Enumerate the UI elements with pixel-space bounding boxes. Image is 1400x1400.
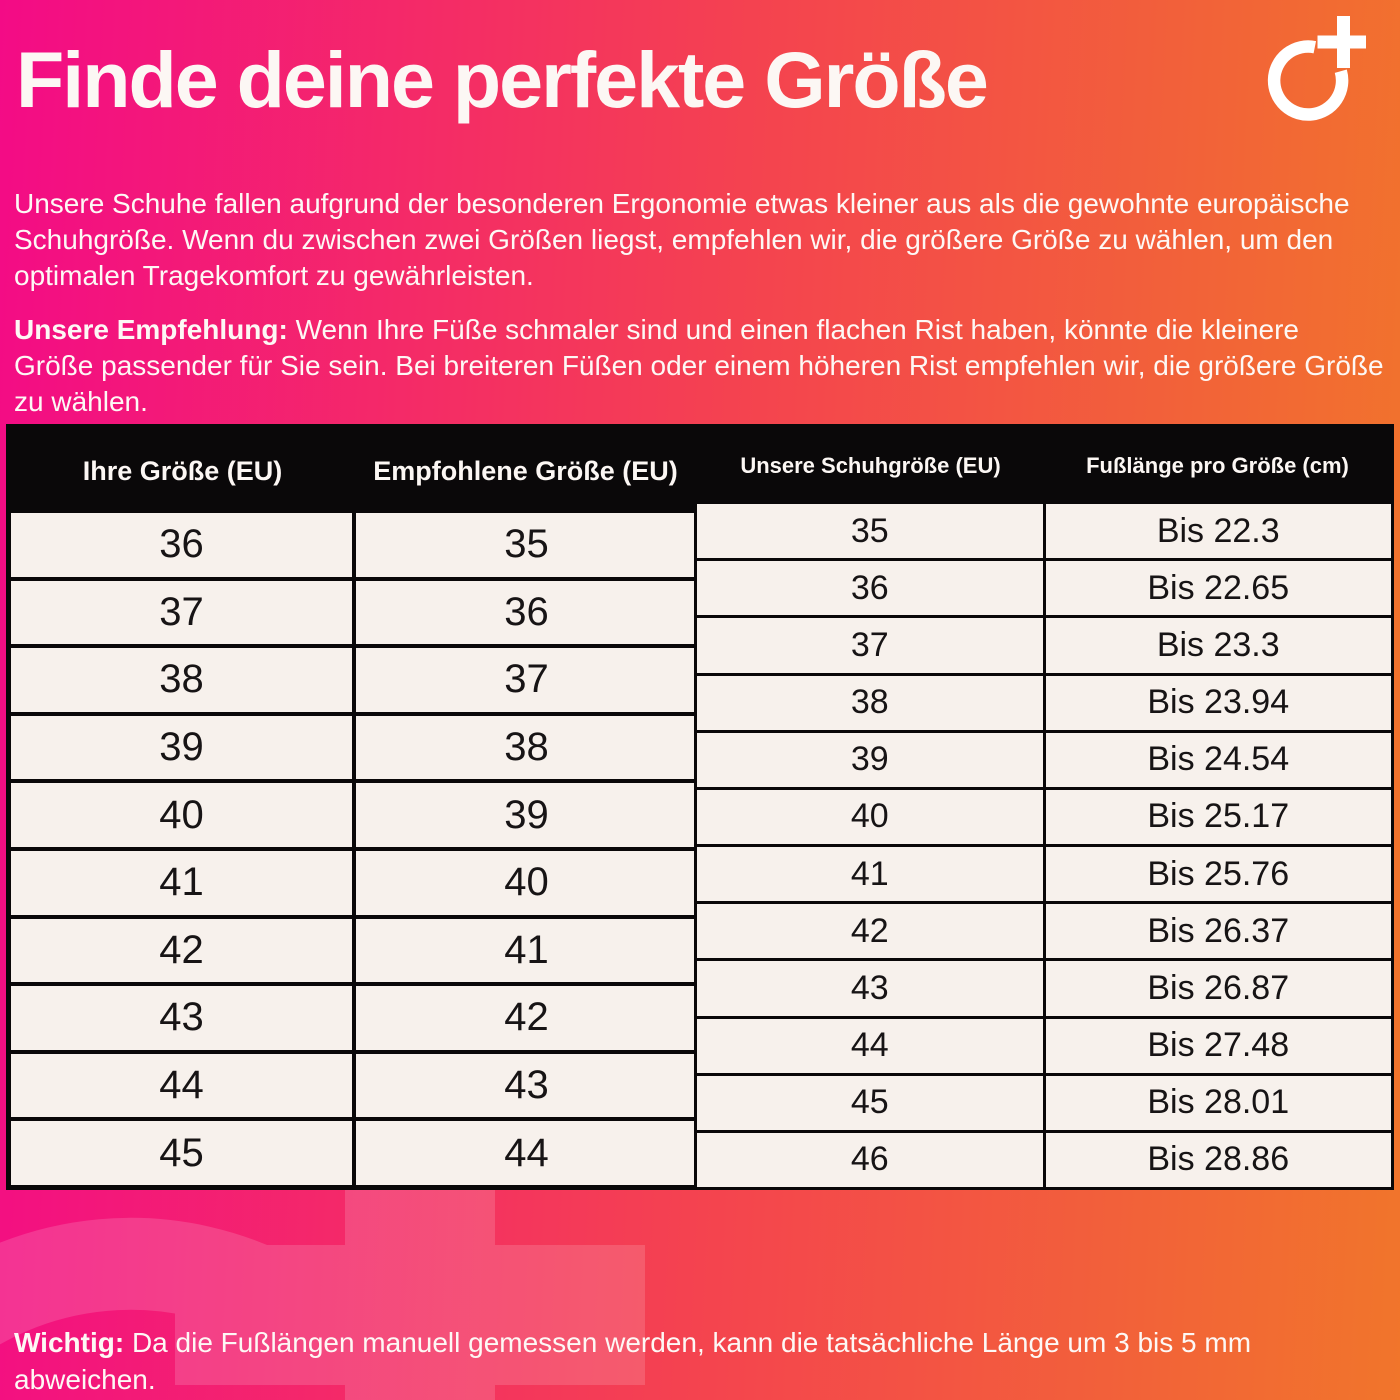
size-cell: 40 [850, 797, 889, 836]
value-cell: 41 [352, 919, 697, 983]
value-cell: 44 [352, 1121, 697, 1185]
table-row [11, 513, 697, 577]
size-cell: 43 [159, 995, 204, 1040]
value-cell: Bis 28.01 [1043, 1076, 1392, 1130]
table-row [697, 901, 1391, 958]
value-cell: Bis 22.3 [1043, 504, 1392, 558]
size-cell: 36 [159, 522, 204, 567]
value-cell: Bis 26.37 [1043, 904, 1392, 958]
size-cell: 41 [159, 860, 204, 905]
table-row [697, 1073, 1391, 1130]
value-cell: Bis 28.86 [1043, 1133, 1392, 1187]
table-row [11, 712, 697, 780]
size-cell: 45 [850, 1083, 889, 1122]
brand-logo-icon [1266, 12, 1366, 126]
size-cell: 37 [159, 589, 204, 634]
size-cell: 44 [850, 1026, 889, 1065]
footnote [14, 1324, 1359, 1398]
value-cell: 43 [352, 1054, 697, 1118]
value-cell: Bis 25.17 [1043, 790, 1392, 844]
size-cell: 38 [159, 657, 204, 702]
value-cell: 37 [352, 648, 697, 712]
value-cell: 35 [352, 513, 697, 577]
table-row [11, 1117, 697, 1185]
table-row [697, 958, 1391, 1015]
size-cell: 43 [850, 968, 889, 1007]
size-cell: 45 [159, 1130, 204, 1175]
column-header-shoe-size: Unsere Schuhgröße (EU) [740, 452, 1001, 478]
table-row [697, 558, 1391, 615]
size-cell: 44 [159, 1063, 204, 1108]
size-cell: 41 [850, 854, 889, 893]
value-cell: 36 [352, 581, 697, 645]
column-header-recommended-size: Empfohlene Größe (EU) [373, 455, 678, 486]
size-cell: 39 [159, 725, 204, 770]
value-cell: Bis 22.65 [1043, 561, 1392, 615]
footnote-text: Da die Fußlängen manuell gemessen werden, kann die tatsächliche Länge um 3 bis 5 mm abweichen. [14, 1327, 1252, 1395]
table-row [11, 1050, 697, 1118]
table-row [697, 673, 1391, 730]
footnote-label: Wichtig: [14, 1327, 125, 1358]
table-row [697, 730, 1391, 787]
value-cell: 40 [352, 851, 697, 915]
table-row [11, 982, 697, 1050]
value-cell: Bis 23.3 [1043, 618, 1392, 672]
size-cell: 42 [159, 927, 204, 972]
foot-length-table [694, 424, 1394, 1190]
value-cell: 42 [352, 986, 697, 1050]
value-cell: 39 [352, 783, 697, 847]
size-cell: 42 [850, 911, 889, 950]
size-cell: 46 [850, 1140, 889, 1179]
table-row [697, 615, 1391, 672]
recommendation-text: Wenn Ihre Füße schmaler sind und einen flachen Rist haben, könnte die kleinere Größe passender für Sie sein. Bei breiteren Füßen oder einem höheren Rist empfehlen wir, die größere Größe zu wählen. [14, 314, 1384, 417]
table-row [11, 915, 697, 983]
size-cell: 37 [850, 625, 889, 664]
table-header-row [697, 427, 1391, 504]
table-body [697, 504, 1391, 1187]
recommendation-paragraph [14, 312, 1386, 420]
page-title: Finde deine perfekte Größe [16, 35, 987, 124]
table-row [697, 787, 1391, 844]
table-row [697, 844, 1391, 901]
column-header-foot-length: Fußlänge pro Größe (cm) [1086, 452, 1349, 478]
size-tables [6, 424, 1394, 1190]
value-cell: 38 [352, 716, 697, 780]
size-cell: 38 [850, 683, 889, 722]
table-row [697, 1016, 1391, 1073]
size-cell: 36 [850, 568, 889, 607]
value-cell: Bis 26.87 [1043, 961, 1392, 1015]
table-body [11, 513, 697, 1185]
value-cell: Bis 23.94 [1043, 676, 1392, 730]
table-row [11, 847, 697, 915]
size-cell: 35 [850, 511, 889, 550]
value-cell: Bis 24.54 [1043, 733, 1392, 787]
table-row [697, 1130, 1391, 1187]
size-cell: 39 [850, 740, 889, 779]
table-row [11, 644, 697, 712]
value-cell: Bis 25.76 [1043, 847, 1392, 901]
table-row [11, 779, 697, 847]
table-row [11, 577, 697, 645]
table-row [697, 504, 1391, 558]
column-header-your-size: Ihre Größe (EU) [82, 455, 283, 486]
recommendation-label: Unsere Empfehlung: [14, 314, 288, 345]
size-cell: 40 [159, 792, 204, 837]
value-cell: Bis 27.48 [1043, 1019, 1392, 1073]
intro-paragraph: Unsere Schuhe fallen aufgrund der besonderen Ergonomie etwas kleiner aus als die gewohnte europäische Schuhgröße. Wenn du zwischen zwei Größen liegst, empfehlen wir, die größere Größe zu wählen, um den optimalen Tragekomfort zu gewährleisten. [14, 188, 1350, 291]
table-header-row [11, 429, 697, 513]
size-conversion-table [6, 424, 702, 1190]
